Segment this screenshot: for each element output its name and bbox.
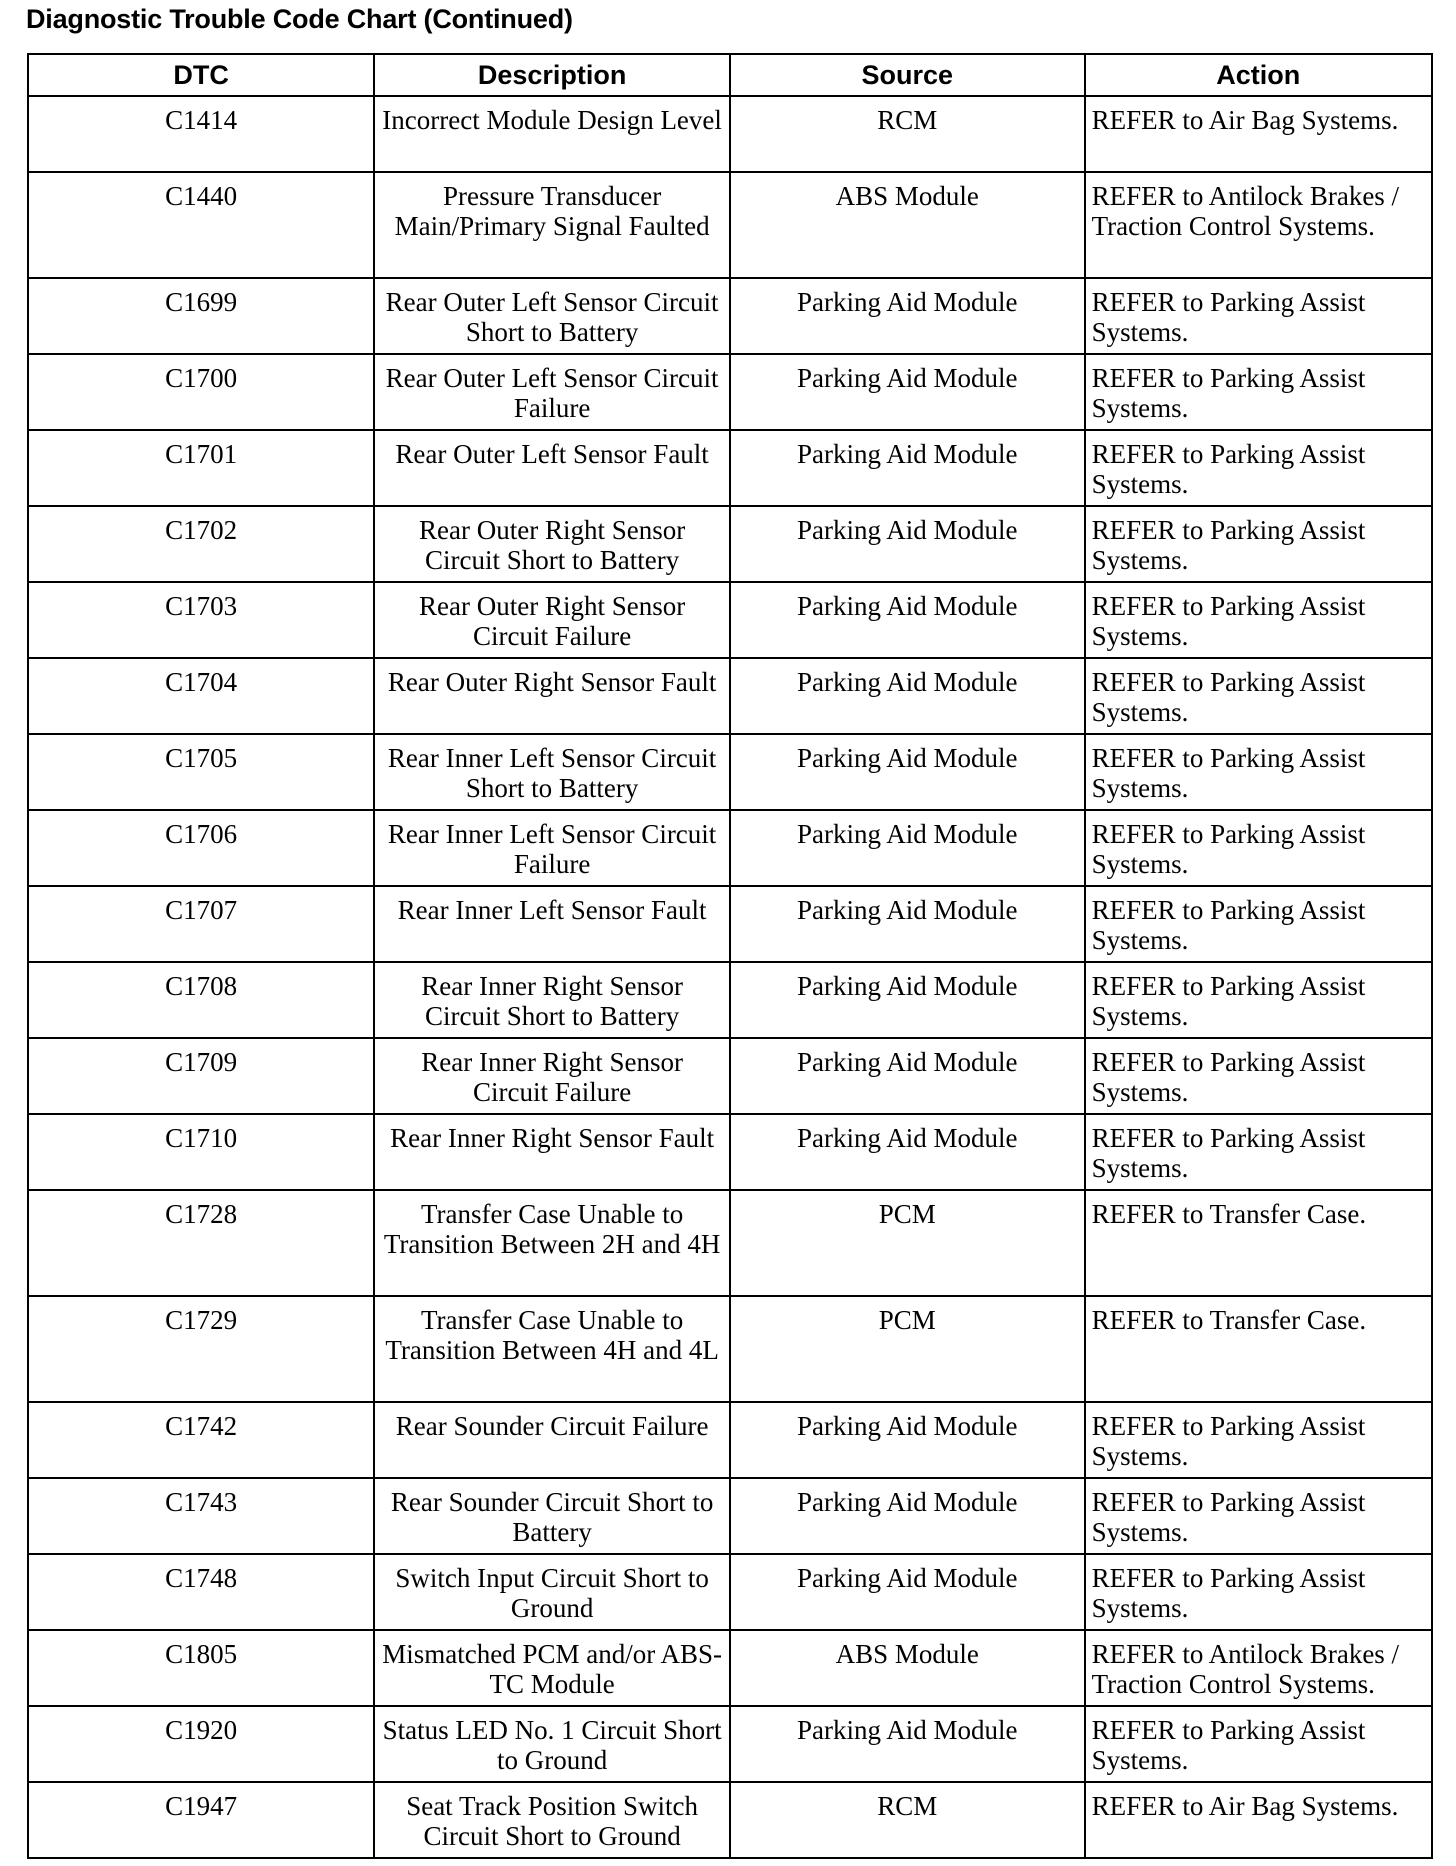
action-cell: REFER to Parking Assist Systems.: [1085, 810, 1432, 886]
source-cell: Parking Aid Module: [730, 658, 1085, 734]
source-cell: Parking Aid Module: [730, 886, 1085, 962]
dtc-cell: C1920: [28, 1706, 374, 1782]
dtc-cell: C1707: [28, 886, 374, 962]
source-cell: Parking Aid Module: [730, 430, 1085, 506]
source-cell: PCM: [730, 1296, 1085, 1402]
table-row: [28, 506, 1432, 582]
dtc-cell: C1706: [28, 810, 374, 886]
description-cell: Mismatched PCM and/or ABS-TC Module: [374, 1630, 730, 1706]
source-cell: ABS Module: [730, 1630, 1085, 1706]
table-header-row: [28, 54, 1432, 96]
action-cell: REFER to Antilock Brakes / Traction Control Systems.: [1085, 172, 1432, 278]
description-cell: Transfer Case Unable to Transition Between 2H and 4H: [374, 1190, 730, 1296]
source-cell: RCM: [730, 96, 1085, 172]
dtc-cell: C1709: [28, 1038, 374, 1114]
description-cell: Transfer Case Unable to Transition Between 4H and 4L: [374, 1296, 730, 1402]
source-cell: Parking Aid Module: [730, 1478, 1085, 1554]
description-cell: Switch Input Circuit Short to Ground: [374, 1554, 730, 1630]
column-header-action: Action: [1085, 54, 1432, 96]
description-cell: Rear Inner Right Sensor Circuit Short to Battery: [374, 962, 730, 1038]
table-row: [28, 1038, 1432, 1114]
dtc-cell: C1440: [28, 172, 374, 278]
source-cell: Parking Aid Module: [730, 582, 1085, 658]
source-cell: Parking Aid Module: [730, 1402, 1085, 1478]
action-cell: REFER to Parking Assist Systems.: [1085, 278, 1432, 354]
dtc-cell: C1703: [28, 582, 374, 658]
action-cell: REFER to Parking Assist Systems.: [1085, 1402, 1432, 1478]
table-row: [28, 1402, 1432, 1478]
description-cell: Status LED No. 1 Circuit Short to Ground: [374, 1706, 730, 1782]
table-row: [28, 1630, 1432, 1706]
description-cell: Incorrect Module Design Level: [374, 96, 730, 172]
action-cell: REFER to Parking Assist Systems.: [1085, 962, 1432, 1038]
description-cell: Rear Outer Left Sensor Circuit Short to Battery: [374, 278, 730, 354]
action-cell: REFER to Parking Assist Systems.: [1085, 1038, 1432, 1114]
page-title: Diagnostic Trouble Code Chart (Continued): [26, 4, 573, 34]
dtc-cell: C1414: [28, 96, 374, 172]
table-row: [28, 658, 1432, 734]
description-cell: Rear Inner Left Sensor Circuit Short to Battery: [374, 734, 730, 810]
table-row: [28, 278, 1432, 354]
action-cell: REFER to Parking Assist Systems.: [1085, 658, 1432, 734]
description-cell: Rear Outer Left Sensor Fault: [374, 430, 730, 506]
dtc-cell: C1728: [28, 1190, 374, 1296]
table-row: [28, 582, 1432, 658]
description-cell: Seat Track Position Switch Circuit Short to Ground: [374, 1782, 730, 1858]
source-cell: Parking Aid Module: [730, 962, 1085, 1038]
dtc-cell: C1705: [28, 734, 374, 810]
action-cell: REFER to Transfer Case.: [1085, 1296, 1432, 1402]
table-row: [28, 1478, 1432, 1554]
source-cell: Parking Aid Module: [730, 354, 1085, 430]
description-cell: Pressure Transducer Main/Primary Signal Faulted: [374, 172, 730, 278]
table-row: [28, 1296, 1432, 1402]
description-cell: Rear Inner Left Sensor Fault: [374, 886, 730, 962]
dtc-table: [27, 53, 1433, 1859]
dtc-cell: C1704: [28, 658, 374, 734]
table-row: [28, 734, 1432, 810]
action-cell: REFER to Air Bag Systems.: [1085, 1782, 1432, 1858]
table-row: [28, 1190, 1432, 1296]
table-row: [28, 172, 1432, 278]
table-row: [28, 1706, 1432, 1782]
source-cell: Parking Aid Module: [730, 1706, 1085, 1782]
source-cell: Parking Aid Module: [730, 1554, 1085, 1630]
table-row: [28, 430, 1432, 506]
action-cell: REFER to Transfer Case.: [1085, 1190, 1432, 1296]
source-cell: Parking Aid Module: [730, 1038, 1085, 1114]
column-header-source: Source: [730, 54, 1085, 96]
description-cell: Rear Outer Right Sensor Fault: [374, 658, 730, 734]
dtc-cell: C1729: [28, 1296, 374, 1402]
dtc-cell: C1743: [28, 1478, 374, 1554]
description-cell: Rear Sounder Circuit Failure: [374, 1402, 730, 1478]
action-cell: REFER to Parking Assist Systems.: [1085, 354, 1432, 430]
column-header-dtc: DTC: [28, 54, 374, 96]
action-cell: REFER to Parking Assist Systems.: [1085, 582, 1432, 658]
source-cell: Parking Aid Module: [730, 810, 1085, 886]
action-cell: REFER to Parking Assist Systems.: [1085, 506, 1432, 582]
table-row: [28, 810, 1432, 886]
dtc-cell: C1710: [28, 1114, 374, 1190]
source-cell: ABS Module: [730, 172, 1085, 278]
action-cell: REFER to Antilock Brakes / Traction Control Systems.: [1085, 1630, 1432, 1706]
action-cell: REFER to Parking Assist Systems.: [1085, 1478, 1432, 1554]
dtc-cell: C1742: [28, 1402, 374, 1478]
action-cell: REFER to Parking Assist Systems.: [1085, 734, 1432, 810]
table-row: [28, 1782, 1432, 1858]
source-cell: Parking Aid Module: [730, 278, 1085, 354]
dtc-cell: C1702: [28, 506, 374, 582]
dtc-cell: C1748: [28, 1554, 374, 1630]
source-cell: Parking Aid Module: [730, 506, 1085, 582]
dtc-cell: C1805: [28, 1630, 374, 1706]
table-row: [28, 96, 1432, 172]
source-cell: Parking Aid Module: [730, 1114, 1085, 1190]
description-cell: Rear Outer Right Sensor Circuit Short to Battery: [374, 506, 730, 582]
table-row: [28, 886, 1432, 962]
description-cell: Rear Outer Right Sensor Circuit Failure: [374, 582, 730, 658]
dtc-cell: C1700: [28, 354, 374, 430]
column-header-description: Description: [374, 54, 730, 96]
action-cell: REFER to Parking Assist Systems.: [1085, 1706, 1432, 1782]
description-cell: Rear Outer Left Sensor Circuit Failure: [374, 354, 730, 430]
dtc-cell: C1708: [28, 962, 374, 1038]
dtc-cell: C1701: [28, 430, 374, 506]
table-row: [28, 1114, 1432, 1190]
source-cell: Parking Aid Module: [730, 734, 1085, 810]
table-row: [28, 1554, 1432, 1630]
action-cell: REFER to Air Bag Systems.: [1085, 96, 1432, 172]
action-cell: REFER to Parking Assist Systems.: [1085, 1114, 1432, 1190]
source-cell: RCM: [730, 1782, 1085, 1858]
action-cell: REFER to Parking Assist Systems.: [1085, 886, 1432, 962]
action-cell: REFER to Parking Assist Systems.: [1085, 1554, 1432, 1630]
action-cell: REFER to Parking Assist Systems.: [1085, 430, 1432, 506]
table-row: [28, 354, 1432, 430]
description-cell: Rear Sounder Circuit Short to Battery: [374, 1478, 730, 1554]
description-cell: Rear Inner Left Sensor Circuit Failure: [374, 810, 730, 886]
description-cell: Rear Inner Right Sensor Circuit Failure: [374, 1038, 730, 1114]
dtc-cell: C1947: [28, 1782, 374, 1858]
description-cell: Rear Inner Right Sensor Fault: [374, 1114, 730, 1190]
dtc-cell: C1699: [28, 278, 374, 354]
table-row: [28, 962, 1432, 1038]
source-cell: PCM: [730, 1190, 1085, 1296]
